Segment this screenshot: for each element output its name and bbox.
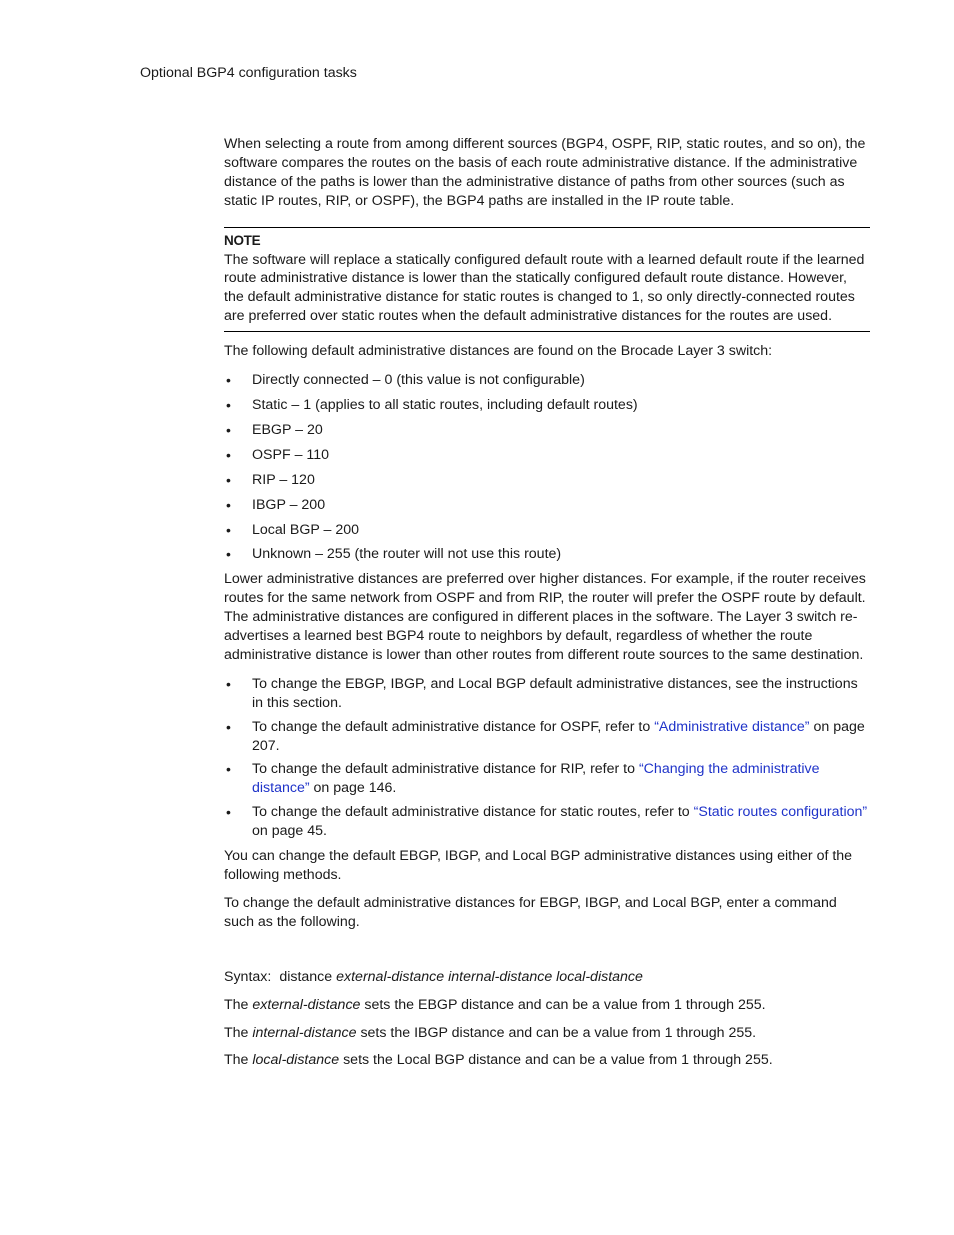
page-reference: on page 207. (252, 718, 865, 754)
list-item-text: To change the default administrative distance for static routes, refer to (252, 804, 694, 821)
list-item-text: RIP – 120 (252, 471, 315, 488)
list-item (224, 718, 870, 756)
param-lead: The (224, 996, 253, 1013)
methods-paragraph: You can change the default EBGP, IBGP, and Local BGP administrative distances using either of the following methods. (224, 848, 853, 883)
list-item (224, 421, 870, 440)
param-description (224, 996, 870, 1015)
param-name: internal-distance (252, 1024, 357, 1041)
syntax-label: Syntax: (224, 968, 272, 985)
param-name: external-distance (252, 996, 361, 1013)
list-item (224, 760, 870, 798)
note-text: The software will replace a statically configured default route with a learned default route if the learned route administrative distance is lower than the statically configured default route distance. However, the default administrative distance for static routes is changed to 1, so only directly-connected routes are preferred over static routes when the default administrative distances for the routes are used. (224, 251, 865, 325)
defaults-intro: The following default administrative distances are found on the Brocade Layer 3 switch: (224, 343, 773, 360)
list-item (224, 396, 870, 415)
bullet-icon: • (226, 396, 231, 413)
list-item-text: EBGP – 20 (252, 421, 323, 438)
defaults-list (224, 371, 870, 564)
list-item (224, 675, 870, 713)
list-item-text: IBGP – 200 (252, 496, 326, 513)
intro-paragraph: When selecting a route from among different sources (BGP4, OSPF, RIP, static routes, and so on), the software compares the routes on the basis of each route administrative distance. If the administrative distance of the paths is lower than the administrative distance of paths from other sources (such as static IP routes, RIP, or OSPF), the BGP4 paths are installed in the IP route table. (224, 136, 866, 209)
list-item-text: To change the default administrative distance for OSPF, refer to (252, 718, 655, 735)
list-item-text: To change the EBGP, IBGP, and Local BGP default administrative distances, see the instructions in this section. (252, 675, 858, 711)
bullet-icon: • (226, 675, 231, 692)
list-item (224, 803, 870, 841)
list-item-text: Local BGP – 200 (252, 521, 360, 538)
list-item (224, 471, 870, 490)
syntax-line (224, 968, 870, 987)
lower-distances-paragraph: Lower administrative distances are preferred over higher distances. For example, if the router receives routes for the same network from OSPF and from RIP, the router will prefer the OSPF route by default. The administrative distances are configured in different places in the software. The Layer 3 switch re-advertises a learned best BGP4 route to neighbors by default, regardless of whether the route administrative distance is lower than other routes from different route sources to the same destination. (224, 571, 866, 663)
list-item (224, 446, 870, 465)
param-description (224, 1051, 870, 1070)
param-lead: The (224, 1024, 253, 1041)
running-header: Optional BGP4 configuration tasks (140, 65, 357, 81)
page-reference: on page 45. (252, 823, 327, 840)
syntax-command: distance (279, 968, 333, 985)
list-item-text: Directly connected – 0 (this value is not configurable) (252, 372, 585, 389)
list-item-text: To change the default administrative distance for RIP, refer to (252, 761, 639, 778)
param-rest: sets the EBGP distance and can be a value from 1 through 255. (360, 996, 766, 1013)
bullet-icon: • (226, 546, 231, 563)
bullet-icon: • (226, 804, 231, 821)
list-item-text: Static – 1 (applies to all static routes, including default routes) (252, 396, 638, 413)
bullet-icon: • (226, 496, 231, 513)
page-reference: on page 146. (309, 780, 397, 797)
change-distance-list (224, 675, 870, 841)
param-rest: sets the Local BGP distance and can be a value from 1 through 255. (339, 1052, 773, 1069)
changing-administrative-distance-link[interactable]: “Changing the administrative distance” (252, 761, 820, 797)
main-content (224, 135, 870, 1079)
bullet-icon: • (226, 471, 231, 488)
command-paragraph: To change the default administrative distances for EBGP, IBGP, and Local BGP, enter a command such as the following. (224, 894, 837, 930)
param-rest: sets the IBGP distance and can be a value from 1 through 255. (356, 1024, 757, 1041)
bullet-icon: • (226, 761, 231, 778)
bullet-icon: • (226, 372, 231, 389)
administrative-distance-link[interactable]: “Administrative distance” (654, 718, 810, 735)
note-box (224, 227, 870, 333)
static-routes-configuration-link[interactable]: “Static routes configuration” (693, 804, 868, 821)
bullet-icon: • (226, 718, 231, 735)
list-item (224, 521, 870, 540)
syntax-arguments: external-distance internal-distance local-distance (336, 968, 643, 985)
note-title: NOTE (224, 232, 261, 248)
list-item-text: Unknown – 255 (the router will not use this route) (252, 546, 562, 563)
list-item-text: OSPF – 110 (252, 446, 330, 463)
param-lead: The (224, 1052, 253, 1069)
bullet-icon: • (226, 446, 231, 463)
param-name: local-distance (252, 1052, 340, 1069)
list-item (224, 371, 870, 390)
param-description (224, 1024, 870, 1043)
list-item (224, 545, 870, 564)
bullet-icon: • (226, 521, 231, 538)
bullet-icon: • (226, 421, 231, 438)
list-item (224, 496, 870, 515)
